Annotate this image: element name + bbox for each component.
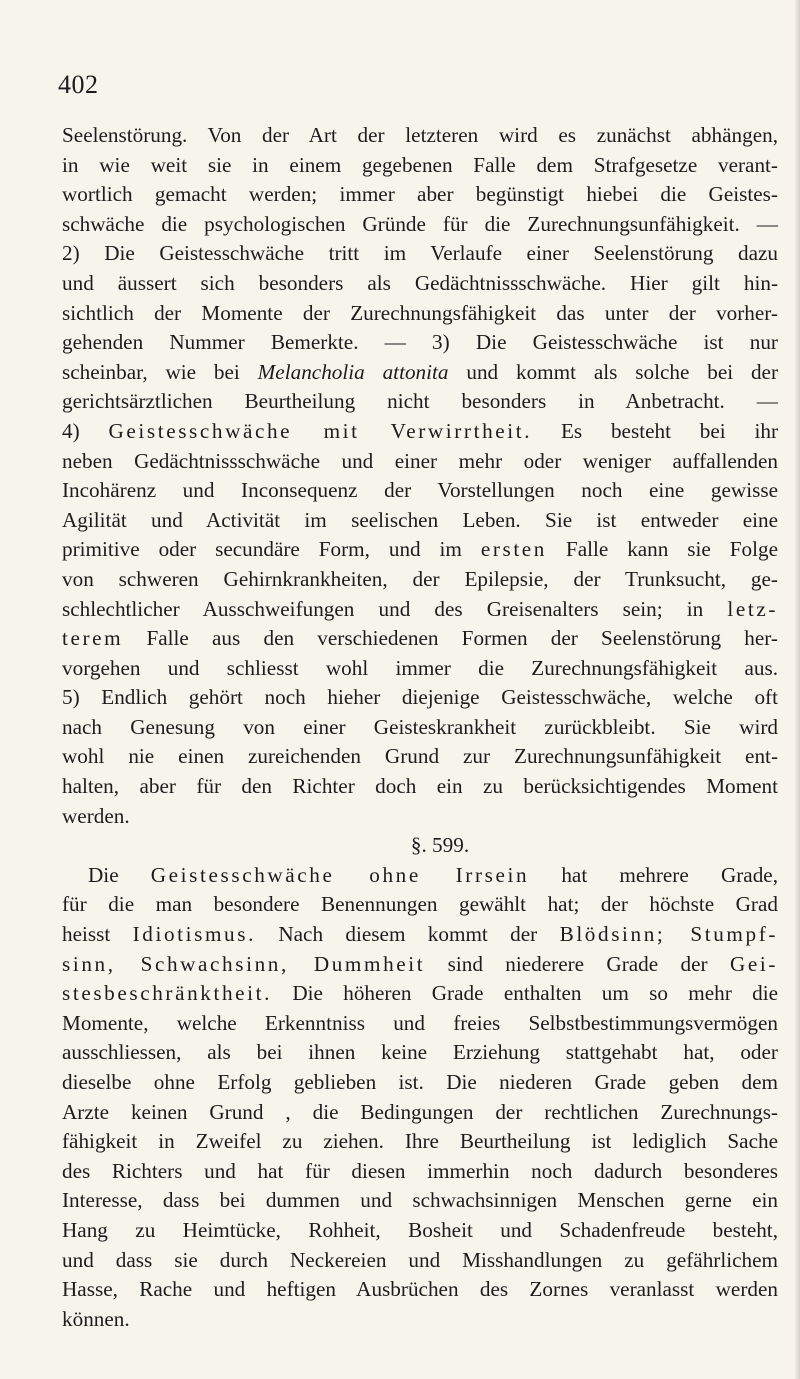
text-run: 4) — [62, 418, 109, 443]
text-line: für die man besondere Benennungen gewählt hat; der höchste Grad — [62, 892, 778, 917]
text-line: wohl nie einen zureichenden Grund zur Zurechnungsunfähigkeit ent- — [62, 744, 778, 769]
text-line: Interesse, dass bei dummen und schwachsinnigen Menschen gerne ein — [62, 1188, 778, 1213]
main-text — [62, 121, 778, 1334]
text-line: nach Genesung von einer Geisteskrankheit zurückbleibt. Sie wird — [62, 714, 778, 739]
text-run: Falle kann sie Folge — [547, 537, 778, 562]
text-line — [62, 920, 778, 950]
text-run: primitive oder secundäre Form, und im — [62, 537, 481, 562]
text-line: können. — [62, 1306, 130, 1331]
text-run: Nach diesem kommt der — [256, 922, 560, 947]
paragraph-continuation — [62, 121, 778, 831]
text-line: schwäche die psychologischen Gründe für die Zurechnungsunfähigkeit. — — [62, 211, 778, 236]
spaced-term: Idiotismus. — [132, 922, 256, 947]
text-line: gehenden Nummer Bemerkte. — 3) Die Geistesschwäche ist nur — [62, 330, 778, 355]
spaced-term: terem — [62, 626, 124, 651]
text-run: schlechtlicher Ausschweifungen und des Greisenalters sein; in — [62, 596, 728, 621]
text-line — [62, 979, 778, 1009]
spaced-term: Geistesschwäche mit Verwirrtheit. — [108, 418, 533, 443]
spaced-term: stesbeschränktheit. — [62, 981, 273, 1006]
text-run: sind niederere Grade der — [425, 951, 730, 976]
spaced-term: sinn, Schwachsinn, Dummheit — [62, 951, 426, 976]
text-run: und kommt als solche bei der — [448, 359, 779, 384]
text-line — [62, 624, 778, 654]
text-line: wortlich gemacht werden; immer aber begünstigt hiebei die Geistes- — [62, 182, 778, 207]
text-run: Die höheren Grade enthalten um so mehr die — [272, 981, 778, 1006]
spaced-term: Gei- — [729, 951, 778, 976]
page-edge-shadow — [794, 0, 800, 1379]
text-line: vorgehen und schliesst wohl immer die Zurechnungsfähigkeit aus. — [62, 655, 778, 680]
italic-term: Melancholia attonita — [257, 359, 449, 384]
text-run: Die — [88, 862, 151, 887]
text-line: Hasse, Rache und heftigen Ausbrüchen des Zornes veranlasst werden — [62, 1277, 778, 1302]
text-line: des Richters und hat für diesen immerhin noch dadurch besonderes — [62, 1158, 778, 1183]
text-run: hat mehrere Grade, — [529, 862, 779, 887]
text-line — [62, 950, 778, 980]
text-line: Agilität und Activität im seelischen Leben. Sie ist entweder eine — [62, 507, 778, 532]
text-line: von schweren Gehirnkrankheiten, der Epilepsie, der Trunksucht, ge- — [62, 566, 778, 591]
text-line: und dass sie durch Neckereien und Misshandlungen zu gefährlichem — [62, 1247, 778, 1272]
text-line — [62, 358, 778, 388]
spaced-term: ersten — [480, 537, 548, 562]
text-line: Hang zu Heimtücke, Rohheit, Bosheit und Schadenfreude besteht, — [62, 1217, 778, 1242]
text-line: in wie weit sie in einem gegebenen Falle dem Strafgesetze verant- — [62, 152, 778, 177]
spaced-term: letz- — [727, 596, 778, 621]
text-line — [62, 535, 778, 565]
text-line: dieselbe ohne Erfolg geblieben ist. Die niederen Grade geben dem — [62, 1070, 778, 1094]
text-line: Seelenstörung. Von der Art der letzteren wird es zunächst abhängen, — [62, 123, 778, 147]
text-line — [62, 861, 778, 891]
text-line: sichtlich der Momente der Zurechnungsfähigkeit das unter der vorher- — [62, 300, 778, 325]
text-line: werden. — [62, 803, 130, 828]
text-line — [62, 417, 778, 447]
text-line: fähigkeit in Zweifel zu ziehen. Ihre Beurtheilung ist lediglich Sache — [62, 1129, 778, 1154]
spaced-term: Blödsinn; Stumpf- — [559, 922, 779, 947]
text-line — [62, 595, 778, 625]
text-run: heisst — [62, 922, 133, 947]
paragraph-section-599 — [62, 861, 778, 1335]
text-line: gerichtsärztlichen Beurtheilung nicht besonders in Anbetracht. — — [62, 389, 778, 414]
text-line: Momente, welche Erkenntniss und freies Selbstbestimmungsvermögen — [62, 1010, 778, 1035]
text-line: und äussert sich besonders als Gedächtnissschwäche. Hier gilt hin- — [62, 270, 778, 295]
page-number: 402 — [58, 70, 99, 99]
text-run: scheinbar, wie bei — [62, 359, 258, 384]
text-line: 5) Endlich gehört noch hieher diejenige Geistesschwäche, welche oft — [62, 685, 778, 710]
text-run: Falle aus den verschiedenen Formen der Seelenstörung her- — [123, 626, 778, 651]
section-heading: §. 599. — [410, 833, 470, 858]
text-line: neben Gedächtnissschwäche und einer mehr oder weniger auffallenden — [62, 448, 778, 473]
text-line: Incohärenz und Inconsequenz der Vorstellungen noch eine gewisse — [62, 478, 778, 503]
text-line: Arzte keinen Grund , die Bedingungen der rechtlichen Zurechnungs- — [62, 1099, 778, 1124]
text-line: 2) Die Geistesschwäche tritt im Verlaufe einer Seelenstörung dazu — [62, 241, 778, 266]
spaced-term: Geistesschwäche ohne Irrsein — [150, 862, 530, 887]
text-line: ausschliessen, als bei ihnen keine Erziehung stattgehabt hat, oder — [62, 1040, 778, 1065]
text-run: Es besteht bei ihr — [532, 418, 779, 443]
text-line: halten, aber für den Richter doch ein zu berücksichtigendes Moment — [62, 774, 778, 799]
